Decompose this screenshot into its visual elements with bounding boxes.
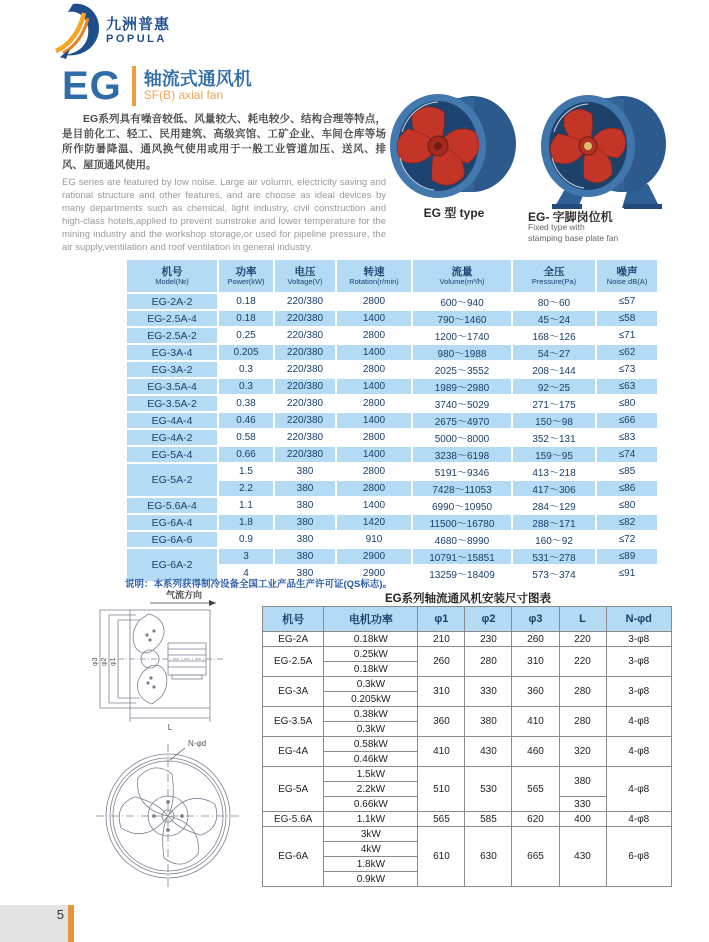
cell: 980～1988 (412, 344, 512, 361)
cell: 0.25kW (324, 647, 418, 662)
cell: 220 (559, 632, 606, 647)
cell: 430 (465, 737, 512, 767)
cell: 1989～2980 (412, 378, 512, 395)
series-code: EG (62, 64, 122, 108)
model-cell: EG-2.5A-2 (126, 327, 218, 344)
table-row (126, 429, 658, 446)
logo-name-cn: 九洲普惠 (106, 16, 171, 33)
certification-note: 说明：本系列获得制冷设备全国工业产品生产许可证(QS标志)。 (125, 579, 393, 590)
cell: 0.205 (218, 344, 274, 361)
dim-col-phi2: φ2 (465, 607, 512, 632)
table-row (126, 293, 658, 310)
cell: 380 (274, 514, 336, 531)
cell: 4-φ8 (606, 707, 671, 737)
cell: 1200～1740 (412, 327, 512, 344)
cell: 13259～18409 (412, 565, 512, 582)
intro-text-cn: EG系列具有噪音较低、风量较大、耗电较少、结构合理等特点，是目前化工、轻工、民用建筑、高级宾馆、工矿企业、车间仓库等场所作防暑降温、通风换气使用或用于一般工业管道加压、送风、排风、屋顶通风使用。 (62, 113, 386, 171)
cell: 3 (218, 548, 274, 565)
page-number: 5 (56, 907, 64, 922)
cell: 1.5 (218, 463, 274, 480)
cell: 271～175 (512, 395, 596, 412)
logo-name-en: POPULA (106, 33, 167, 45)
cell: 0.3kW (324, 677, 418, 692)
table-row (126, 395, 658, 412)
cell: 220/380 (274, 378, 336, 395)
cell: 2800 (336, 463, 412, 480)
model-cell: EG-3.5A-2 (126, 395, 218, 412)
model-cell: EG-3A-2 (126, 361, 218, 378)
dim-phi2-label: φ2 (101, 657, 108, 666)
cell: ≤80 (596, 497, 658, 514)
title-divider (132, 66, 136, 106)
cell: 220/380 (274, 395, 336, 412)
cell: 352～131 (512, 429, 596, 446)
col-header-power: 功率 Power(kW) (218, 259, 274, 293)
table-row (126, 446, 658, 463)
cell: 4680～8990 (412, 531, 512, 548)
cell: 4-φ8 (606, 812, 671, 827)
cell: 1.8kW (324, 857, 418, 872)
dim-col-length: L (559, 607, 606, 632)
cell: 2800 (336, 361, 412, 378)
cell: 210 (418, 632, 465, 647)
fan2-caption-en-line1: Fixed type with (528, 222, 585, 232)
cell: 230 (465, 632, 512, 647)
cell: 310 (418, 677, 465, 707)
fan2-caption-cn: EG- 字脚岗位机 (528, 210, 613, 224)
model-cell: EG-2A (263, 632, 324, 647)
cell: 92～25 (512, 378, 596, 395)
cell: 3-φ8 (606, 632, 671, 647)
cell: 2800 (336, 429, 412, 446)
cell: 0.58kW (324, 737, 418, 752)
model-cell: EG-4A (263, 737, 324, 767)
model-cell: EG-6A-2 (126, 548, 218, 582)
cell: 417～306 (512, 480, 596, 497)
model-cell: EG-6A-6 (126, 531, 218, 548)
cell: 4 (218, 565, 274, 582)
cell: 260 (512, 632, 559, 647)
dim-phi3-label: φ3 (92, 657, 99, 666)
col-header-pressure: 全压 Pressure(Pa) (512, 259, 596, 293)
cell: 1400 (336, 310, 412, 327)
table-row (263, 632, 672, 647)
cell: 0.66 (218, 446, 274, 463)
dim-length-label: L (167, 723, 173, 732)
cell: ≤71 (596, 327, 658, 344)
table-row (126, 497, 658, 514)
col-header-volume: 流量 Volume(m³/h) (412, 259, 512, 293)
cell: 510 (418, 767, 465, 812)
cell: 2900 (336, 548, 412, 565)
cell: ≤85 (596, 463, 658, 480)
cell: 3740～5029 (412, 395, 512, 412)
intro-text-en: EG series are featured by low noise. Large air volumn, electricity saving and rational structure and other features, and are choose as ideal devices by many departments such as chemical, light industry, civil construction and high-class hotels,applied to prevent sunstroke and lower temperature for the mining industry and the workshop storage,or used for pipeline pressure, the air supply,ventilation and roof ventilation in general industry. (62, 176, 386, 254)
cell: ≤83 (596, 429, 658, 446)
cell: 5000～8000 (412, 429, 512, 446)
fan1-caption: EG 型 type (423, 206, 485, 220)
fan-photo-eg-type (388, 92, 520, 202)
cell: 0.3 (218, 361, 274, 378)
cell: 530 (465, 767, 512, 812)
cell: 220/380 (274, 310, 336, 327)
col-header-noise: 噪声 Noise dB(A) (596, 259, 658, 293)
table-row (263, 737, 672, 752)
cell: 4-φ8 (606, 767, 671, 812)
cell: 360 (512, 677, 559, 707)
cell: 220/380 (274, 412, 336, 429)
model-cell: EG-3.5A (263, 707, 324, 737)
cell: 45～24 (512, 310, 596, 327)
cell: 380 (274, 531, 336, 548)
cell: 2900 (336, 565, 412, 582)
col-header-voltage: 电压 Voltage(V) (274, 259, 336, 293)
model-cell: EG-4A-2 (126, 429, 218, 446)
table-row (263, 707, 672, 722)
cell: 380 (274, 548, 336, 565)
cell: 790～1460 (412, 310, 512, 327)
cell: 565 (418, 812, 465, 827)
cell: 0.18kW (324, 632, 418, 647)
cell: 0.18 (218, 310, 274, 327)
cell: 54～27 (512, 344, 596, 361)
dim-col-model: 机号 (263, 607, 324, 632)
model-cell: EG-2A-2 (126, 293, 218, 310)
cell: 573～374 (512, 565, 596, 582)
model-cell: EG-4A-4 (126, 412, 218, 429)
footer-accent-bar (68, 905, 74, 942)
product-title-cn: 轴流式通风机 (143, 68, 252, 89)
cell: 5191～9346 (412, 463, 512, 480)
cell: 220/380 (274, 446, 336, 463)
cell: 2800 (336, 395, 412, 412)
cell: 3-φ8 (606, 647, 671, 677)
cell: 288～171 (512, 514, 596, 531)
model-cell: EG-3A (263, 677, 324, 707)
cell: 0.66kW (324, 797, 418, 812)
cell: 1400 (336, 497, 412, 514)
cell: 2.2 (218, 480, 274, 497)
cell: ≤86 (596, 480, 658, 497)
cell: 630 (465, 827, 512, 887)
fan-photo-base-type (528, 90, 676, 212)
cell: 565 (512, 767, 559, 812)
page-number-tab (0, 905, 68, 942)
table-row (263, 647, 672, 662)
table-row (126, 361, 658, 378)
cell: 168～126 (512, 327, 596, 344)
cell: 220/380 (274, 344, 336, 361)
bolt-circle-label: N-φd (188, 739, 207, 748)
cell: 2800 (336, 480, 412, 497)
cell: 2800 (336, 293, 412, 310)
cell: 3238～6198 (412, 446, 512, 463)
cell: 380 (274, 565, 336, 582)
cell: 1400 (336, 412, 412, 429)
cell: 159～95 (512, 446, 596, 463)
dim-table-title: EG系列轴流通风机安装尺寸图表 (384, 593, 552, 605)
cell: 1420 (336, 514, 412, 531)
col-header-rotation: 转速 Rotation(r/min) (336, 259, 412, 293)
cell: ≤89 (596, 548, 658, 565)
cell: 260 (418, 647, 465, 677)
cell: 910 (336, 531, 412, 548)
cell: 220/380 (274, 327, 336, 344)
brand-logo (50, 2, 250, 60)
cell: 280 (559, 707, 606, 737)
cell: ≤58 (596, 310, 658, 327)
cell: 2.2kW (324, 782, 418, 797)
cell: 220/380 (274, 293, 336, 310)
cell: 320 (559, 737, 606, 767)
cell: 0.18 (218, 293, 274, 310)
cell: 330 (559, 797, 606, 812)
cell: 1.1 (218, 497, 274, 514)
table-row (126, 310, 658, 327)
cell: 380 (274, 497, 336, 514)
cell: 2025～3552 (412, 361, 512, 378)
cell: 7428～11053 (412, 480, 512, 497)
cell: 1400 (336, 344, 412, 361)
table-row (263, 677, 672, 692)
model-cell: EG-3A-4 (126, 344, 218, 361)
fan2-caption-en-line2: stamping base plate fan (528, 232, 619, 243)
cell: 0.205kW (324, 692, 418, 707)
table-row (126, 514, 658, 531)
cell: ≤73 (596, 361, 658, 378)
model-cell: EG-3.5A-4 (126, 378, 218, 395)
cell: 380 (559, 767, 606, 797)
cell: 4-φ8 (606, 737, 671, 767)
dim-col-phi1: φ1 (418, 607, 465, 632)
airflow-label: 气流方向 (165, 590, 203, 600)
cell: 410 (418, 737, 465, 767)
table-row (263, 767, 672, 782)
cell: ≤82 (596, 514, 658, 531)
cell: 0.3 (218, 378, 274, 395)
table-row (126, 327, 658, 344)
cell: 1400 (336, 446, 412, 463)
cell: 3kW (324, 827, 418, 842)
cell: ≤72 (596, 531, 658, 548)
logo-mark-icon (50, 3, 102, 59)
cell: ≤91 (596, 565, 658, 582)
cell: 330 (465, 677, 512, 707)
cell: 665 (512, 827, 559, 887)
cell: 220/380 (274, 361, 336, 378)
col-header-model: 机号 Model(№) (126, 259, 218, 293)
cell: 220 (559, 647, 606, 677)
table-row (126, 378, 658, 395)
cell: 413～218 (512, 463, 596, 480)
cell: 0.9 (218, 531, 274, 548)
cell: 6990～10950 (412, 497, 512, 514)
table-row (126, 548, 658, 565)
cell: 280 (559, 677, 606, 707)
cell: 0.58 (218, 429, 274, 446)
cell: 360 (418, 707, 465, 737)
cell: ≤63 (596, 378, 658, 395)
model-cell: EG-5A-2 (126, 463, 218, 497)
cell: 531～278 (512, 548, 596, 565)
dimension-table (262, 606, 672, 887)
cell: 11500～16780 (412, 514, 512, 531)
cell: 585 (465, 812, 512, 827)
cell: 3-φ8 (606, 677, 671, 707)
cell: 460 (512, 737, 559, 767)
table-row (126, 344, 658, 361)
cell: 380 (274, 480, 336, 497)
model-cell: EG-5A-4 (126, 446, 218, 463)
model-cell: EG-5A (263, 767, 324, 812)
model-cell: EG-2.5A-4 (126, 310, 218, 327)
dim-col-phi3: φ3 (512, 607, 559, 632)
model-cell: EG-2.5A (263, 647, 324, 677)
cell: 1.1kW (324, 812, 418, 827)
cell: 150～98 (512, 412, 596, 429)
cell: ≤80 (596, 395, 658, 412)
cell: 380 (465, 707, 512, 737)
table-row (126, 463, 658, 480)
section-title (62, 66, 252, 106)
cell: 160～92 (512, 531, 596, 548)
cell: ≤62 (596, 344, 658, 361)
cell: 0.25 (218, 327, 274, 344)
cell: 284～129 (512, 497, 596, 514)
cell: 1.8 (218, 514, 274, 531)
table-row (263, 827, 672, 842)
cell: 380 (274, 463, 336, 480)
cell: 1.5kW (324, 767, 418, 782)
table-row (126, 531, 658, 548)
cell: 410 (512, 707, 559, 737)
cell: 4kW (324, 842, 418, 857)
cell: 208～144 (512, 361, 596, 378)
cell: 400 (559, 812, 606, 827)
cell: 0.46kW (324, 752, 418, 767)
spec-table (125, 258, 659, 583)
cell: ≤66 (596, 412, 658, 429)
cell: 2675～4970 (412, 412, 512, 429)
table-row (263, 812, 672, 827)
model-cell: EG-6A (263, 827, 324, 887)
cell: 310 (512, 647, 559, 677)
model-cell: EG-5.6A (263, 812, 324, 827)
cell: 6-φ8 (606, 827, 671, 887)
table-row (126, 412, 658, 429)
dim-phi1-label: φ1 (110, 657, 117, 666)
cell: 0.18kW (324, 662, 418, 677)
cell: 2800 (336, 327, 412, 344)
dim-header-row (263, 607, 672, 632)
cell: 620 (512, 812, 559, 827)
cell: 600～940 (412, 293, 512, 310)
cell: 0.46 (218, 412, 274, 429)
dimension-drawing (88, 588, 253, 888)
cell: 610 (418, 827, 465, 887)
cell: 80～60 (512, 293, 596, 310)
product-title-en: SF(B) axial fan (143, 88, 224, 103)
dim-col-power: 电机功率 (324, 607, 418, 632)
dim-col-bolts: N-φd (606, 607, 671, 632)
cell: 10791～15851 (412, 548, 512, 565)
cell: 0.38kW (324, 707, 418, 722)
cell: 220/380 (274, 429, 336, 446)
cell: ≤74 (596, 446, 658, 463)
model-cell: EG-5.6A-4 (126, 497, 218, 514)
model-cell: EG-6A-4 (126, 514, 218, 531)
cell: 1400 (336, 378, 412, 395)
cell: 0.38 (218, 395, 274, 412)
cell: 430 (559, 827, 606, 887)
cell: 0.9kW (324, 872, 418, 887)
cell: 0.3kW (324, 722, 418, 737)
cell: ≤57 (596, 293, 658, 310)
cell: 280 (465, 647, 512, 677)
spec-header-row (126, 259, 658, 293)
intro-paragraphs (62, 112, 386, 255)
